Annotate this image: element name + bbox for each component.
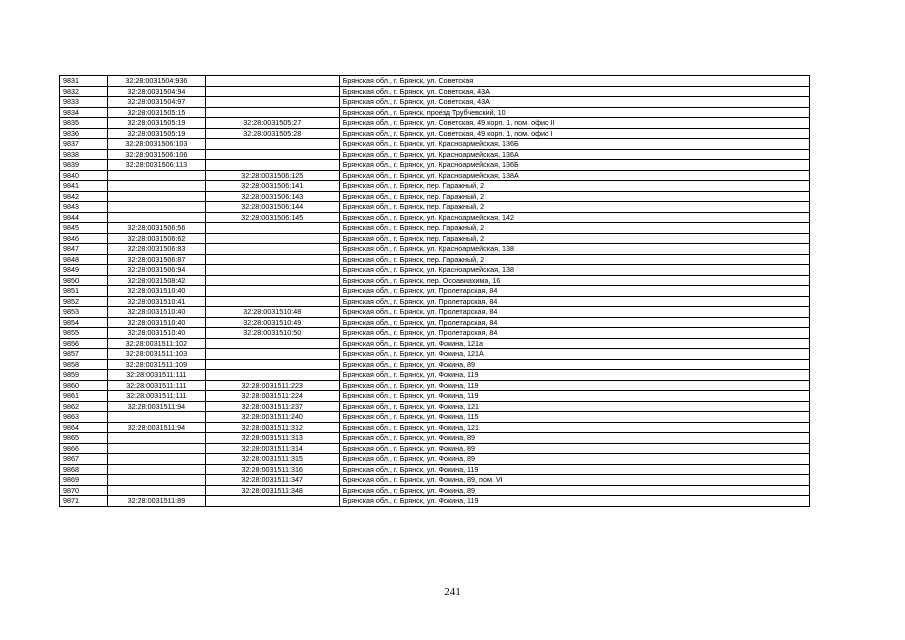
land-cadastral-number-cell: 32:28:0031505:19 <box>107 128 205 139</box>
object-cadastral-number-cell <box>205 496 339 507</box>
address-cell: Брянская обл., г. Брянск, ул. Фокина, 121 <box>339 401 809 412</box>
address-cell: Брянская обл., г. Брянск, ул. Фокина, 119 <box>339 464 809 475</box>
land-cadastral-number-cell: 32:28:0031508:42 <box>107 275 205 286</box>
row-number-cell: 9867 <box>60 454 108 465</box>
address-cell: Брянская обл., г. Брянск, пер. Осоавиахима, 16 <box>339 275 809 286</box>
address-cell: Брянская обл., г. Брянск, пер. Гаражный, 2 <box>339 181 809 192</box>
object-cadastral-number-cell <box>205 139 339 150</box>
table-row <box>60 97 810 108</box>
table-row <box>60 170 810 181</box>
page-number: 241 <box>444 586 461 598</box>
land-cadastral-number-cell: 32:28:0031510:40 <box>107 317 205 328</box>
address-cell: Брянская обл., г. Брянск, ул. Советская, 49 корп. 1, пом. офис I <box>339 128 809 139</box>
address-cell: Брянская обл., г. Брянск, ул. Пролетарская, 84 <box>339 296 809 307</box>
row-number-cell: 9870 <box>60 485 108 496</box>
address-cell: Брянская обл., г. Брянск, ул. Фокина, 119 <box>339 391 809 402</box>
row-number-cell: 9853 <box>60 307 108 318</box>
land-cadastral-number-cell: 32:28:0031504:94 <box>107 86 205 97</box>
object-cadastral-number-cell <box>205 349 339 360</box>
object-cadastral-number-cell <box>205 223 339 234</box>
object-cadastral-number-cell: 32:28:0031510:48 <box>205 307 339 318</box>
row-number-cell: 9837 <box>60 139 108 150</box>
address-cell: Брянская обл., г. Брянск, ул. Фокина, 89 <box>339 359 809 370</box>
land-cadastral-number-cell: 32:28:0031504:936 <box>107 76 205 87</box>
address-cell: Брянская обл., г. Брянск, пер. Гаражный, 2 <box>339 191 809 202</box>
land-cadastral-number-cell: 32:28:0031506:103 <box>107 139 205 150</box>
object-cadastral-number-cell <box>205 86 339 97</box>
address-cell: Брянская обл., г. Брянск, ул. Фокина, 89 <box>339 454 809 465</box>
object-cadastral-number-cell: 32:28:0031511:313 <box>205 433 339 444</box>
object-cadastral-number-cell: 32:28:0031511:223 <box>205 380 339 391</box>
table-row <box>60 149 810 160</box>
address-cell: Брянская обл., г. Брянск, ул. Пролетарская, 84 <box>339 317 809 328</box>
object-cadastral-number-cell: 32:28:0031506:141 <box>205 181 339 192</box>
table-row <box>60 296 810 307</box>
table-row <box>60 443 810 454</box>
object-cadastral-number-cell <box>205 233 339 244</box>
table-body <box>60 76 810 507</box>
object-cadastral-number-cell: 32:28:0031505:28 <box>205 128 339 139</box>
land-cadastral-number-cell: 32:28:0031510:40 <box>107 307 205 318</box>
row-number-cell: 9855 <box>60 328 108 339</box>
table-row <box>60 191 810 202</box>
table-row <box>60 233 810 244</box>
address-cell: Брянская обл., г. Брянск, ул. Пролетарская, 84 <box>339 328 809 339</box>
land-cadastral-number-cell: 32:28:0031506:113 <box>107 160 205 171</box>
land-cadastral-number-cell <box>107 170 205 181</box>
land-cadastral-number-cell <box>107 181 205 192</box>
land-cadastral-number-cell <box>107 433 205 444</box>
land-cadastral-number-cell: 32:28:0031511:94 <box>107 422 205 433</box>
table-row <box>60 338 810 349</box>
object-cadastral-number-cell <box>205 296 339 307</box>
row-number-cell: 9851 <box>60 286 108 297</box>
address-cell: Брянская обл., г. Брянск, ул. Красноармейская, 138А <box>339 170 809 181</box>
address-cell: Брянская обл., г. Брянск, ул. Фокина, 89 <box>339 443 809 454</box>
land-cadastral-number-cell: 32:28:0031511:111 <box>107 370 205 381</box>
land-cadastral-number-cell: 32:28:0031511:102 <box>107 338 205 349</box>
address-cell: Брянская обл., г. Брянск, ул. Пролетарская, 84 <box>339 286 809 297</box>
address-cell: Брянская обл., г. Брянск, ул. Фокина, 89, пом. VI <box>339 475 809 486</box>
row-number-cell: 9841 <box>60 181 108 192</box>
object-cadastral-number-cell <box>205 265 339 276</box>
address-cell: Брянская обл., г. Брянск, ул. Советская <box>339 76 809 87</box>
land-cadastral-number-cell: 32:28:0031506:83 <box>107 244 205 255</box>
land-cadastral-number-cell: 32:28:0031506:94 <box>107 265 205 276</box>
object-cadastral-number-cell <box>205 160 339 171</box>
land-cadastral-number-cell <box>107 443 205 454</box>
table-row <box>60 286 810 297</box>
table-row <box>60 464 810 475</box>
address-cell: Брянская обл., г. Брянск, ул. Советская, 49 корп. 1, пом. офис II <box>339 118 809 129</box>
table-row <box>60 244 810 255</box>
row-number-cell: 9865 <box>60 433 108 444</box>
land-cadastral-number-cell: 32:28:0031511:109 <box>107 359 205 370</box>
table-row <box>60 401 810 412</box>
table-row <box>60 212 810 223</box>
table-row <box>60 359 810 370</box>
address-cell: Брянская обл., г. Брянск, ул. Красноармейская, 142 <box>339 212 809 223</box>
row-number-cell: 9846 <box>60 233 108 244</box>
address-cell: Брянская обл., г. Брянск, ул. Фокина, 115 <box>339 412 809 423</box>
land-cadastral-number-cell <box>107 212 205 223</box>
table-row <box>60 412 810 423</box>
object-cadastral-number-cell <box>205 244 339 255</box>
land-cadastral-number-cell: 32:28:0031511:89 <box>107 496 205 507</box>
row-number-cell: 9838 <box>60 149 108 160</box>
row-number-cell: 9861 <box>60 391 108 402</box>
row-number-cell: 9840 <box>60 170 108 181</box>
address-cell: Брянская обл., г. Брянск, пер. Гаражный, 2 <box>339 202 809 213</box>
row-number-cell: 9856 <box>60 338 108 349</box>
row-number-cell: 9843 <box>60 202 108 213</box>
object-cadastral-number-cell: 32:28:0031511:315 <box>205 454 339 465</box>
address-cell: Брянская обл., г. Брянск, ул. Советская, 43А <box>339 86 809 97</box>
land-cadastral-number-cell <box>107 202 205 213</box>
land-cadastral-number-cell <box>107 464 205 475</box>
table-row <box>60 370 810 381</box>
object-cadastral-number-cell: 32:28:0031506:143 <box>205 191 339 202</box>
land-cadastral-number-cell: 32:28:0031510:40 <box>107 328 205 339</box>
object-cadastral-number-cell <box>205 275 339 286</box>
object-cadastral-number-cell: 32:28:0031511:224 <box>205 391 339 402</box>
table-row <box>60 76 810 87</box>
object-cadastral-number-cell <box>205 76 339 87</box>
row-number-cell: 9842 <box>60 191 108 202</box>
object-cadastral-number-cell <box>205 97 339 108</box>
land-cadastral-number-cell: 32:28:0031506:56 <box>107 223 205 234</box>
row-number-cell: 9849 <box>60 265 108 276</box>
object-cadastral-number-cell <box>205 338 339 349</box>
row-number-cell: 9862 <box>60 401 108 412</box>
table-row <box>60 160 810 171</box>
object-cadastral-number-cell: 32:28:0031511:347 <box>205 475 339 486</box>
object-cadastral-number-cell: 32:28:0031506:125 <box>205 170 339 181</box>
row-number-cell: 9844 <box>60 212 108 223</box>
address-cell: Брянская обл., г. Брянск, ул. Красноармейская, 136Б <box>339 160 809 171</box>
land-cadastral-number-cell <box>107 485 205 496</box>
row-number-cell: 9835 <box>60 118 108 129</box>
address-cell: Брянская обл., г. Брянск, ул. Фокина, 119 <box>339 380 809 391</box>
land-cadastral-number-cell <box>107 191 205 202</box>
row-number-cell: 9859 <box>60 370 108 381</box>
row-number-cell: 9852 <box>60 296 108 307</box>
address-cell: Брянская обл., г. Брянск, ул. Фокина, 121 <box>339 422 809 433</box>
table-row <box>60 139 810 150</box>
land-cadastral-number-cell: 32:28:0031511:111 <box>107 380 205 391</box>
address-cell: Брянская обл., г. Брянск, ул. Красноармейская, 136Б <box>339 139 809 150</box>
land-cadastral-number-cell <box>107 475 205 486</box>
row-number-cell: 9833 <box>60 97 108 108</box>
object-cadastral-number-cell: 32:28:0031511:314 <box>205 443 339 454</box>
address-cell: Брянская обл., г. Брянск, ул. Фокина, 121А <box>339 349 809 360</box>
table-row <box>60 265 810 276</box>
land-cadastral-number-cell: 32:28:0031505:19 <box>107 118 205 129</box>
row-number-cell: 9868 <box>60 464 108 475</box>
cadastral-table <box>59 75 810 507</box>
address-cell: Брянская обл., г. Брянск, ул. Красноармейская, 138 <box>339 265 809 276</box>
address-cell: Брянская обл., г. Брянск, ул. Красноармейская, 138 <box>339 244 809 255</box>
row-number-cell: 9860 <box>60 380 108 391</box>
row-number-cell: 9858 <box>60 359 108 370</box>
address-cell: Брянская обл., г. Брянск, пер. Гаражный, 2 <box>339 233 809 244</box>
row-number-cell: 9863 <box>60 412 108 423</box>
table-row <box>60 433 810 444</box>
table-row <box>60 380 810 391</box>
land-cadastral-number-cell: 32:28:0031510:40 <box>107 286 205 297</box>
row-number-cell: 9850 <box>60 275 108 286</box>
row-number-cell: 9839 <box>60 160 108 171</box>
address-cell: Брянская обл., г. Брянск, проезд Трубчевский, 10 <box>339 107 809 118</box>
table-row <box>60 223 810 234</box>
object-cadastral-number-cell <box>205 254 339 265</box>
object-cadastral-number-cell <box>205 370 339 381</box>
row-number-cell: 9836 <box>60 128 108 139</box>
object-cadastral-number-cell: 32:28:0031511:312 <box>205 422 339 433</box>
table-row <box>60 454 810 465</box>
land-cadastral-number-cell: 32:28:0031505:15 <box>107 107 205 118</box>
table-row <box>60 475 810 486</box>
table-row <box>60 107 810 118</box>
address-cell: Брянская обл., г. Брянск, ул. Фокина, 121а <box>339 338 809 349</box>
row-number-cell: 9834 <box>60 107 108 118</box>
row-number-cell: 9854 <box>60 317 108 328</box>
object-cadastral-number-cell: 32:28:0031511:240 <box>205 412 339 423</box>
table-row <box>60 391 810 402</box>
address-cell: Брянская обл., г. Брянск, ул. Красноармейская, 136А <box>339 149 809 160</box>
row-number-cell: 9847 <box>60 244 108 255</box>
address-cell: Брянская обл., г. Брянск, ул. Фокина, 119 <box>339 370 809 381</box>
row-number-cell: 9864 <box>60 422 108 433</box>
address-cell: Брянская обл., г. Брянск, ул. Пролетарская, 84 <box>339 307 809 318</box>
object-cadastral-number-cell <box>205 286 339 297</box>
table-row <box>60 118 810 129</box>
row-number-cell: 9871 <box>60 496 108 507</box>
land-cadastral-number-cell: 32:28:0031506:62 <box>107 233 205 244</box>
object-cadastral-number-cell <box>205 359 339 370</box>
address-cell: Брянская обл., г. Брянск, ул. Советская, 43А <box>339 97 809 108</box>
object-cadastral-number-cell: 32:28:0031506:144 <box>205 202 339 213</box>
land-cadastral-number-cell: 32:28:0031511:111 <box>107 391 205 402</box>
object-cadastral-number-cell: 32:28:0031510:50 <box>205 328 339 339</box>
object-cadastral-number-cell: 32:28:0031506:145 <box>205 212 339 223</box>
address-cell: Брянская обл., г. Брянск, ул. Фокина, 89 <box>339 485 809 496</box>
land-cadastral-number-cell <box>107 412 205 423</box>
row-number-cell: 9857 <box>60 349 108 360</box>
object-cadastral-number-cell <box>205 149 339 160</box>
land-cadastral-number-cell: 32:28:0031511:103 <box>107 349 205 360</box>
object-cadastral-number-cell: 32:28:0031505:27 <box>205 118 339 129</box>
address-cell: Брянская обл., г. Брянск, ул. Фокина, 89 <box>339 433 809 444</box>
object-cadastral-number-cell: 32:28:0031511:316 <box>205 464 339 475</box>
land-cadastral-number-cell: 32:28:0031511:94 <box>107 401 205 412</box>
land-cadastral-number-cell: 32:28:0031510:41 <box>107 296 205 307</box>
table-row <box>60 128 810 139</box>
table-row <box>60 485 810 496</box>
table-row <box>60 181 810 192</box>
row-number-cell: 9832 <box>60 86 108 97</box>
table-row <box>60 422 810 433</box>
address-cell: Брянская обл., г. Брянск, пер. Гаражный, 2 <box>339 254 809 265</box>
object-cadastral-number-cell: 32:28:0031510:49 <box>205 317 339 328</box>
row-number-cell: 9845 <box>60 223 108 234</box>
object-cadastral-number-cell: 32:28:0031511:237 <box>205 401 339 412</box>
land-cadastral-number-cell: 32:28:0031506:106 <box>107 149 205 160</box>
table-row <box>60 275 810 286</box>
address-cell: Брянская обл., г. Брянск, ул. Фокина, 119 <box>339 496 809 507</box>
row-number-cell: 9848 <box>60 254 108 265</box>
table-row <box>60 496 810 507</box>
land-cadastral-number-cell: 32:28:0031504:97 <box>107 97 205 108</box>
object-cadastral-number-cell: 32:28:0031511:348 <box>205 485 339 496</box>
land-cadastral-number-cell <box>107 454 205 465</box>
table-row <box>60 254 810 265</box>
table-row <box>60 349 810 360</box>
table-row <box>60 317 810 328</box>
table-row <box>60 202 810 213</box>
row-number-cell: 9869 <box>60 475 108 486</box>
table-row <box>60 86 810 97</box>
address-cell: Брянская обл., г. Брянск, пер. Гаражный, 2 <box>339 223 809 234</box>
table-row <box>60 328 810 339</box>
row-number-cell: 9831 <box>60 76 108 87</box>
object-cadastral-number-cell <box>205 107 339 118</box>
land-cadastral-number-cell: 32:28:0031506:87 <box>107 254 205 265</box>
table-row <box>60 307 810 318</box>
row-number-cell: 9866 <box>60 443 108 454</box>
